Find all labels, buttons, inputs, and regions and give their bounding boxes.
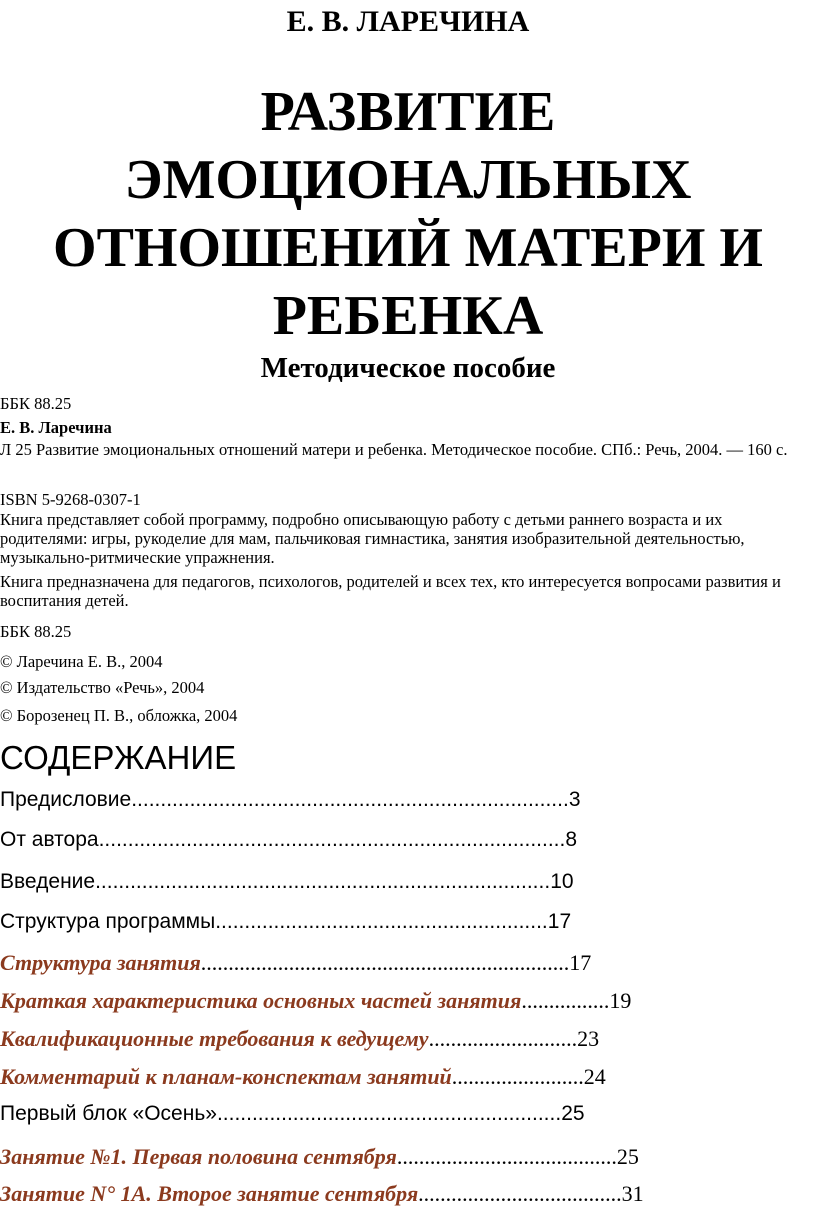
toc-item-preface[interactable] xyxy=(0,787,581,813)
toc-heading: СОДЕРЖАНИЕ xyxy=(0,739,237,776)
copyright-cover: © Борозенец П. В., обложка, 2004 xyxy=(0,706,238,725)
annotation-paragraph-2: Книга предназначена для педагогов, психологов, родителей и всех тех, кто интересуется вопросами развития и воспитания детей. xyxy=(0,572,781,610)
toc-item-dots: ........................ xyxy=(451,1064,584,1089)
toc-item-dots: ........................... xyxy=(428,1026,578,1051)
toc-item-page: 25 xyxy=(561,1102,585,1125)
toc-item-brief-characteristics[interactable] xyxy=(0,988,631,1014)
toc-item-from-author[interactable] xyxy=(0,827,577,853)
toc-item-label: Комментарий к планам-конспектам занятий xyxy=(0,1064,452,1089)
toc-item-dots: ................ xyxy=(521,988,610,1013)
toc-item-page: 8 xyxy=(565,828,578,851)
toc-item-dots: ........................................................... xyxy=(216,1102,562,1125)
toc-item-label: Краткая характеристика основных частей занятия xyxy=(0,988,522,1013)
toc-item-lesson-1a[interactable] xyxy=(0,1181,644,1207)
toc-item-page: 17 xyxy=(547,910,572,933)
title-line: ОТНОШЕНИЙ МАТЕРИ И xyxy=(53,217,763,279)
toc-item-label: Квалификационные требования к ведущему xyxy=(0,1026,429,1051)
toc-item-dots: .............................................................................. xyxy=(95,870,551,893)
toc-item-page: 24 xyxy=(583,1064,606,1089)
bbk-top: ББК 88.25 xyxy=(0,394,72,413)
toc-item-lesson-1[interactable] xyxy=(0,1144,639,1170)
book-title xyxy=(0,78,816,350)
book-subtitle: Методическое пособие xyxy=(260,352,556,384)
toc-item-label: Первый блок «Осень» xyxy=(0,1102,217,1125)
bibliographic-description: Л 25 Развитие эмоциональных отношений матери и ребенка. Методическое пособие. СПб.: Речь, 2004. — 160 с. xyxy=(0,440,788,459)
toc-item-label: Занятие N° 1А. Второе занятие сентября xyxy=(0,1181,419,1206)
toc-item-label: Предисловие xyxy=(0,788,132,811)
toc-item-comment-lesson-plans[interactable] xyxy=(0,1064,606,1090)
toc-item-label: Структура занятия xyxy=(0,950,201,975)
copyright-author: © Ларечина Е. В., 2004 xyxy=(0,652,163,671)
toc-item-dots: ..................................... xyxy=(418,1181,622,1206)
toc-item-dots: ................................................................................ xyxy=(98,828,566,851)
toc-item-qualification-requirements[interactable] xyxy=(0,1026,599,1052)
title-line: РЕБЕНКА xyxy=(272,285,544,347)
toc-item-dots: ........................................................................... xyxy=(131,788,569,811)
toc-item-dots: ........................................ xyxy=(396,1144,617,1169)
toc-item-introduction[interactable] xyxy=(0,869,574,895)
toc-item-page: 19 xyxy=(609,988,632,1013)
toc-item-page: 17 xyxy=(569,950,592,975)
copyright-publisher: © Издательство «Речь», 2004 xyxy=(0,678,205,697)
title-line: РАЗВИТИЕ xyxy=(260,81,556,143)
title-line: ЭМОЦИОНАЛЬНЫХ xyxy=(124,149,692,211)
toc-item-page: 3 xyxy=(568,788,581,811)
toc-item-page: 10 xyxy=(550,870,574,893)
toc-item-program-structure[interactable] xyxy=(0,909,571,935)
toc-item-first-block-autumn[interactable] xyxy=(0,1101,585,1127)
book-author-heading: Е. В. ЛАРЕЧИНА xyxy=(286,5,530,38)
toc-item-page: 23 xyxy=(577,1026,600,1051)
toc-item-label: От автора xyxy=(0,828,99,851)
toc-item-page: 25 xyxy=(616,1144,639,1169)
toc-item-dots: ......................................................... xyxy=(215,910,548,933)
toc-item-label: Занятие №1. Первая половина сентября xyxy=(0,1144,397,1169)
toc-item-label: Структура программы xyxy=(0,910,216,933)
toc-item-lesson-structure[interactable] xyxy=(0,950,591,976)
annotation-paragraph-1: Книга представляет собой программу, подробно описывающую работу с детьми раннего возраста и их родителями: игры, рукоделие для мам, пальчиковая гимнастика, занятия изобразительной деятельностью, музыкально-ритмические упражнения. xyxy=(0,510,745,567)
toc-item-label: Введение xyxy=(0,870,96,893)
toc-item-page: 31 xyxy=(621,1181,644,1206)
author-name: Е. В. Ларечина xyxy=(0,418,112,437)
bbk-bottom: ББК 88.25 xyxy=(0,622,72,641)
toc-item-dots: ................................................................... xyxy=(200,950,570,975)
isbn: ISBN 5-9268-0307-1 xyxy=(0,490,141,509)
